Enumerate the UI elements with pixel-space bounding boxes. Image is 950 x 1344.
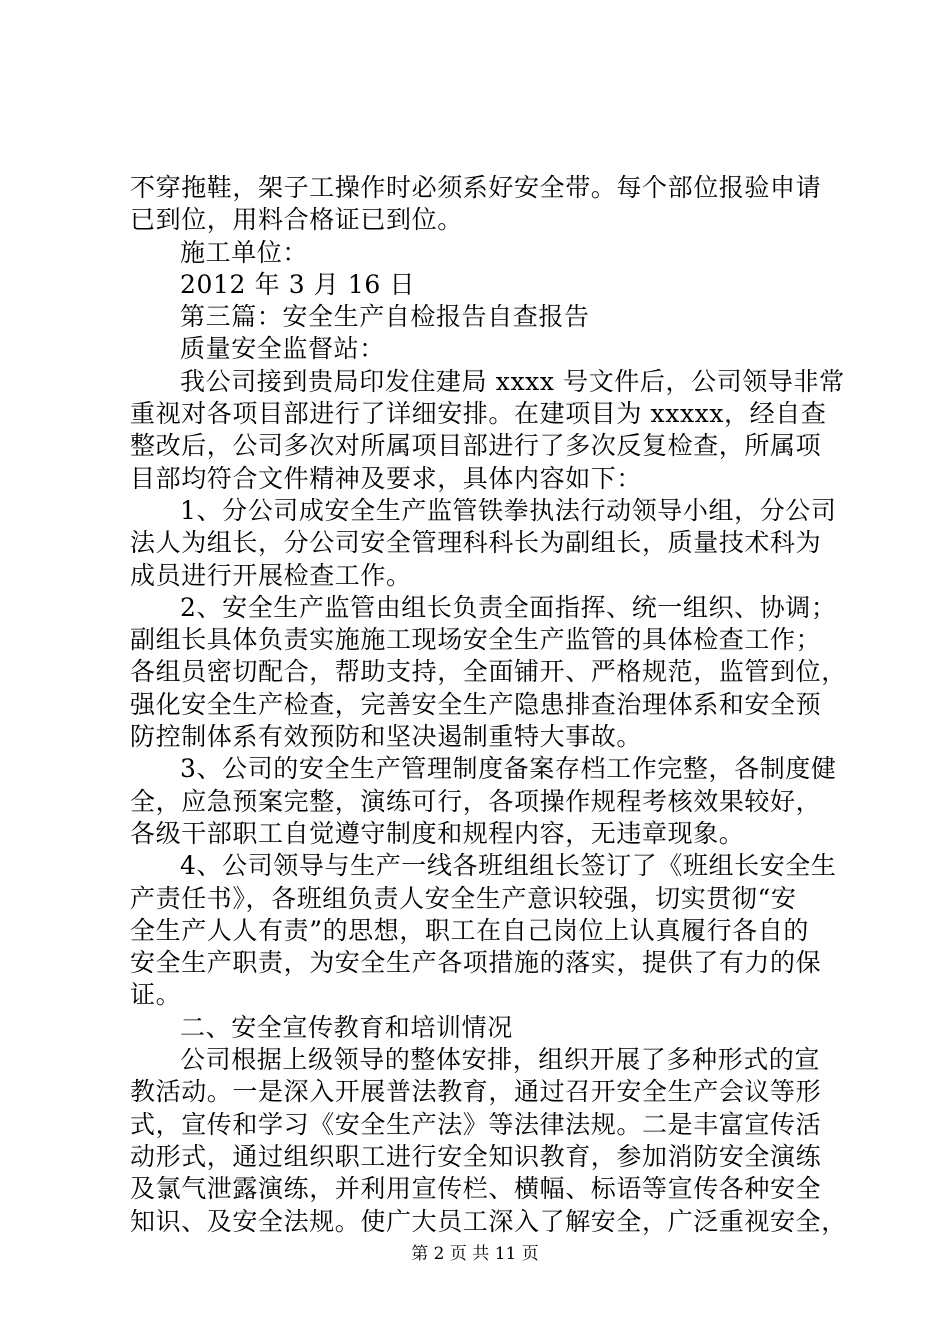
text-line: 2012 年 3 月 16 日 (180, 269, 416, 299)
text-line: 强化安全生产检查，完善安全生产隐患排查治理体系和安全预 (130, 689, 822, 719)
text-line: 教活动。一是深入开展普法教育，通过召开安全生产会议等形 (130, 1077, 822, 1107)
text-line: 副组长具体负责实施施工现场安全生产监管的具体检查工作； (130, 625, 822, 655)
page-footer: 第 2 页 共 11 页 (411, 1244, 539, 1264)
text-line: 全生产人人有责”的思想，职工在自己岗位上认真履行各自的 (130, 915, 809, 945)
text-line: 4、公司领导与生产一线各班组组长签订了《班组长安全生 (180, 851, 837, 881)
text-line: 目部均符合文件精神及要求，具体内容如下： (130, 463, 643, 493)
text-line: 3、公司的安全生产管理制度备案存档工作完整，各制度健 (180, 754, 837, 784)
text-line: 各组员密切配合，帮助支持，全面铺开、严格规范，监管到位， (130, 657, 847, 687)
text-line: 法人为组长，分公司安全管理科科长为副组长，质量技术科为 (130, 528, 822, 558)
text-line: 产责任书》，各班组负责人安全生产意识较强，切实贯彻“安 (130, 883, 797, 913)
text-line: 安全生产职责，为安全生产各项措施的落实，提供了有力的保 (130, 948, 822, 978)
text-line: 施工单位： (180, 237, 309, 267)
text-line: 质量安全监督站： (180, 334, 385, 364)
text-line: 及氯气泄露演练，并利用宣传栏、横幅、标语等宣传各种安全 (130, 1174, 822, 1204)
text-line: 2、安全生产监管由组长负责全面指挥、统一组织、协调； (180, 592, 837, 622)
text-line: 公司根据上级领导的整体安排，组织开展了多种形式的宣 (180, 1045, 821, 1075)
text-line: 已到位，用料合格证已到位。 (130, 205, 463, 235)
text-line: 第三篇：安全生产自检报告自查报告 (180, 302, 590, 332)
text-line: 各级干部职工自觉遵守制度和规程内容，无违章现象。 (130, 818, 745, 848)
document-body (130, 172, 847, 1238)
text-line: 我公司接到贵局印发住建局 xxxx 号文件后，公司领导非常 (180, 366, 845, 396)
text-line: 二、安全宣传教育和培训情况 (180, 1012, 513, 1042)
text-line: 成员进行开展检查工作。 (130, 560, 412, 590)
text-line: 动形式，通过组织职工进行安全知识教育，参加消防安全演练 (130, 1141, 822, 1171)
text-line: 全，应急预案完整，演练可行，各项操作规程考核效果较好， (130, 786, 822, 816)
text-line: 不穿拖鞋，架子工操作时必须系好安全带。每个部位报验申请 (130, 173, 822, 202)
text-line: 证。 (130, 980, 182, 1010)
text-line: 防控制体系有效预防和坚决遏制重特大事故。 (130, 722, 643, 752)
text-line: 知识、及安全法规。使广大员工深入了解安全，广泛重视安全， (130, 1206, 847, 1236)
text-line: 1、分公司成安全生产监管铁拳执法行动领导小组，分公司 (180, 495, 837, 525)
text-line: 重视对各项目部进行了详细安排。在建项目为 xxxxx，经自查 (130, 399, 827, 429)
text-line: 式，宣传和学习《安全生产法》等法律法规。二是丰富宣传活 (130, 1109, 822, 1139)
text-line: 整改后，公司多次对所属项目部进行了多次反复检查，所属项 (130, 431, 822, 461)
